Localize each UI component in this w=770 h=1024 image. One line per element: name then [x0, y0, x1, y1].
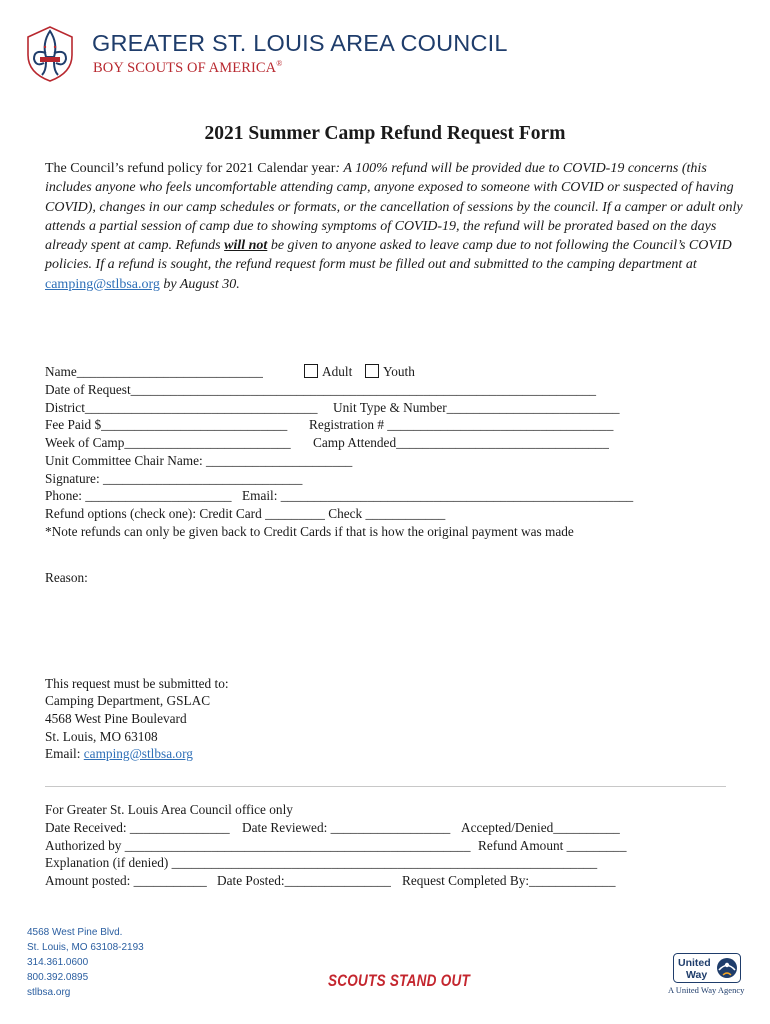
submit-city: St. Louis, MO 63108	[45, 729, 158, 744]
section-divider	[45, 786, 726, 787]
refund-note: *Note refunds can only be given back to Credit Cards if that is how the original payment was made	[45, 524, 574, 539]
united-way-caption: A United Way Agency	[668, 985, 745, 995]
footer-phone-1: 314.361.0600	[27, 957, 89, 968]
adult-label: Adult	[322, 364, 353, 379]
united-way-word-2: Way	[686, 969, 708, 981]
accepted-denied-field[interactable]: Accepted/Denied__________	[461, 820, 620, 835]
will-not-emphasis: will not	[224, 238, 268, 254]
footer-phone-2: 800.392.0895	[27, 972, 89, 983]
youth-label: Youth	[382, 364, 415, 379]
submit-street: 4568 West Pine Boulevard	[45, 711, 187, 726]
refund-options-field[interactable]: Refund options (check one): Credit Card _________ Check ____________	[45, 506, 446, 521]
policy-email-link[interactable]: camping@stlbsa.org	[45, 276, 160, 292]
adult-checkbox[interactable]	[304, 364, 318, 378]
authorized-by-field[interactable]: Authorized by ____________________________________________________	[45, 838, 471, 853]
submit-email-link[interactable]: camping@stlbsa.org	[83, 746, 193, 761]
district-field[interactable]: District___________________________________	[45, 400, 318, 415]
trademark-mark: ®	[276, 59, 283, 68]
camp-attended-field[interactable]: Camp Attended________________________________	[313, 435, 609, 450]
signature-field[interactable]: Signature: ______________________________	[45, 471, 303, 486]
submit-heading: This request must be submitted to:	[45, 676, 229, 691]
refund-policy-paragraph: The Council’s refund policy for 2021 Calendar year: A 100% refund will be provided due to COVID-19 concerns (this includes anyone who feels uncomfortable attending camp, anyone exposed to someone with COVID or suspected of having COVID), changes in our camp schedules or formats, or the cancellation of sessions by the council. If a camper or adult only attends a partial session of camp due to showing symptoms of COVID-19, the refund will be prorated based on the days already spent at camp. Refunds will not be given to anyone asked to leave camp due to not following the Council’s COVID policies. If a refund is sought, the refund request form must be filled out and submitted to the camping department at camping@stlbsa.org by August 30.	[45, 161, 743, 292]
org-subtitle: BOY SCOUTS OF AMERICA®	[93, 59, 283, 76]
explanation-field[interactable]: Explanation (if denied) ________________________________________________________________	[45, 855, 598, 870]
footer-address	[27, 925, 144, 1000]
youth-checkbox[interactable]	[365, 364, 379, 378]
phone-field[interactable]: Phone: ______________________	[45, 488, 232, 503]
unit-type-field[interactable]: Unit Type & Number__________________________	[333, 400, 620, 415]
fleur-de-lis-icon	[24, 23, 76, 83]
united-way-word-1: United	[678, 957, 711, 969]
week-of-camp-field[interactable]: Week of Camp_________________________	[45, 435, 291, 450]
request-completed-field[interactable]: Request Completed By:_____________	[402, 873, 616, 888]
footer-website[interactable]: stlbsa.org	[27, 987, 71, 998]
name-field[interactable]: Name____________________________	[45, 364, 263, 379]
fee-paid-field[interactable]: Fee Paid $____________________________	[45, 417, 288, 432]
footer-city: St. Louis, MO 63108-2193	[27, 942, 144, 953]
amount-posted-field[interactable]: Amount posted: ___________	[45, 873, 207, 888]
footer-street: 4568 West Pine Blvd.	[27, 927, 123, 938]
date-reviewed-field[interactable]: Date Reviewed: __________________	[242, 820, 451, 835]
email-field[interactable]: Email: _____________________________________________________	[242, 488, 634, 503]
date-posted-field[interactable]: Date Posted:________________	[217, 873, 391, 888]
scouts-stand-out-tagline: SCOUTS STAND OUT	[328, 972, 471, 990]
reason-label: Reason:	[45, 570, 88, 585]
form-title: 2021 Summer Camp Refund Request Form	[204, 123, 566, 144]
date-of-request-field[interactable]: Date of Request______________________________________________________________________	[45, 382, 597, 397]
registration-field[interactable]: Registration # __________________________________	[309, 417, 614, 432]
date-received-field[interactable]: Date Received: _______________	[45, 820, 230, 835]
office-use-heading: For Greater St. Louis Area Council office only	[45, 802, 293, 817]
org-title: GREATER ST. LOUIS AREA COUNCIL	[92, 30, 508, 56]
submit-department: Camping Department, GSLAC	[45, 693, 211, 708]
unit-chair-field[interactable]: Unit Committee Chair Name: ______________________	[45, 453, 353, 468]
refund-amount-field[interactable]: Refund Amount _________	[478, 838, 627, 853]
united-way-logo-icon	[673, 953, 741, 983]
submit-email: Email: camping@stlbsa.org	[45, 746, 193, 761]
participant-type	[304, 363, 415, 381]
